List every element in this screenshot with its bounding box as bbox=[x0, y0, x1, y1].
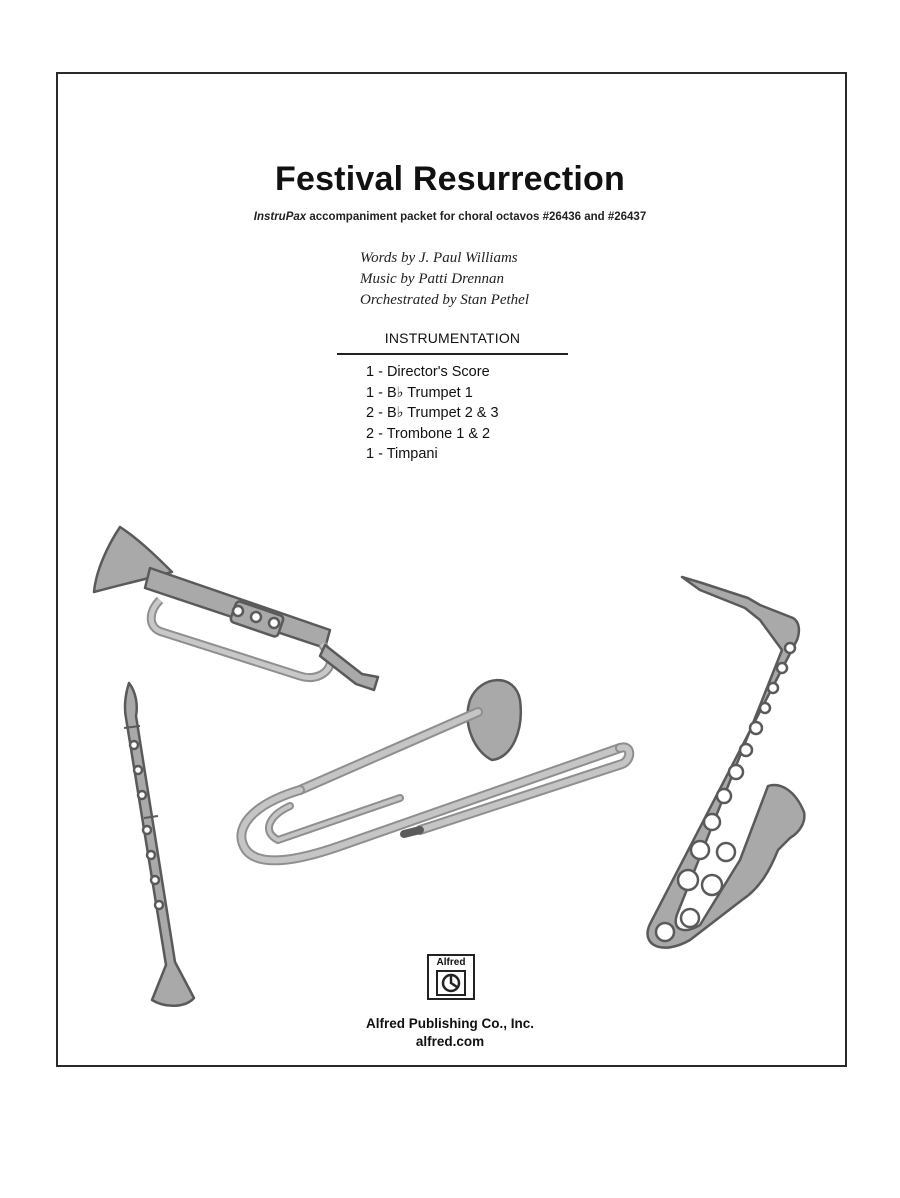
instrumentation-item: 1 - Director's Score bbox=[366, 364, 490, 380]
clarinet-illustration bbox=[124, 683, 194, 1006]
publisher-website: alfred.com bbox=[415, 1034, 485, 1049]
alfred-logo bbox=[427, 954, 475, 1000]
subtitle-brand: InstruPax bbox=[253, 211, 307, 223]
publisher-name: Alfred Publishing Co., Inc. bbox=[365, 1016, 534, 1031]
trombone-illustration bbox=[241, 680, 629, 860]
credit-orchestration: Orchestrated by Stan Pethel bbox=[360, 292, 529, 308]
alfred-emblem-icon bbox=[436, 970, 466, 996]
instrumentation-item: 1 - B♭ Trumpet 1 bbox=[366, 384, 473, 401]
credit-words: Words by J. Paul Williams bbox=[360, 250, 518, 266]
instrumentation-heading: INSTRUMENTATION bbox=[384, 330, 521, 346]
instrumentation-item: 1 - Timpani bbox=[366, 446, 438, 462]
instrumentation-item: 2 - Trombone 1 & 2 bbox=[366, 425, 491, 442]
trumpet-illustration bbox=[94, 527, 378, 690]
alfred-logo-text: Alfred bbox=[436, 957, 466, 968]
saxophone-illustration bbox=[648, 577, 805, 948]
credit-music: Music by Patti Drennan bbox=[360, 271, 505, 287]
instrumentation-item: 2 - B♭ Trumpet 2 & 3 bbox=[366, 405, 499, 421]
page-title: Festival Resurrection bbox=[275, 160, 625, 198]
subtitle-text: accompaniment packet for choral octavos #26436 and #26437 bbox=[306, 211, 647, 223]
